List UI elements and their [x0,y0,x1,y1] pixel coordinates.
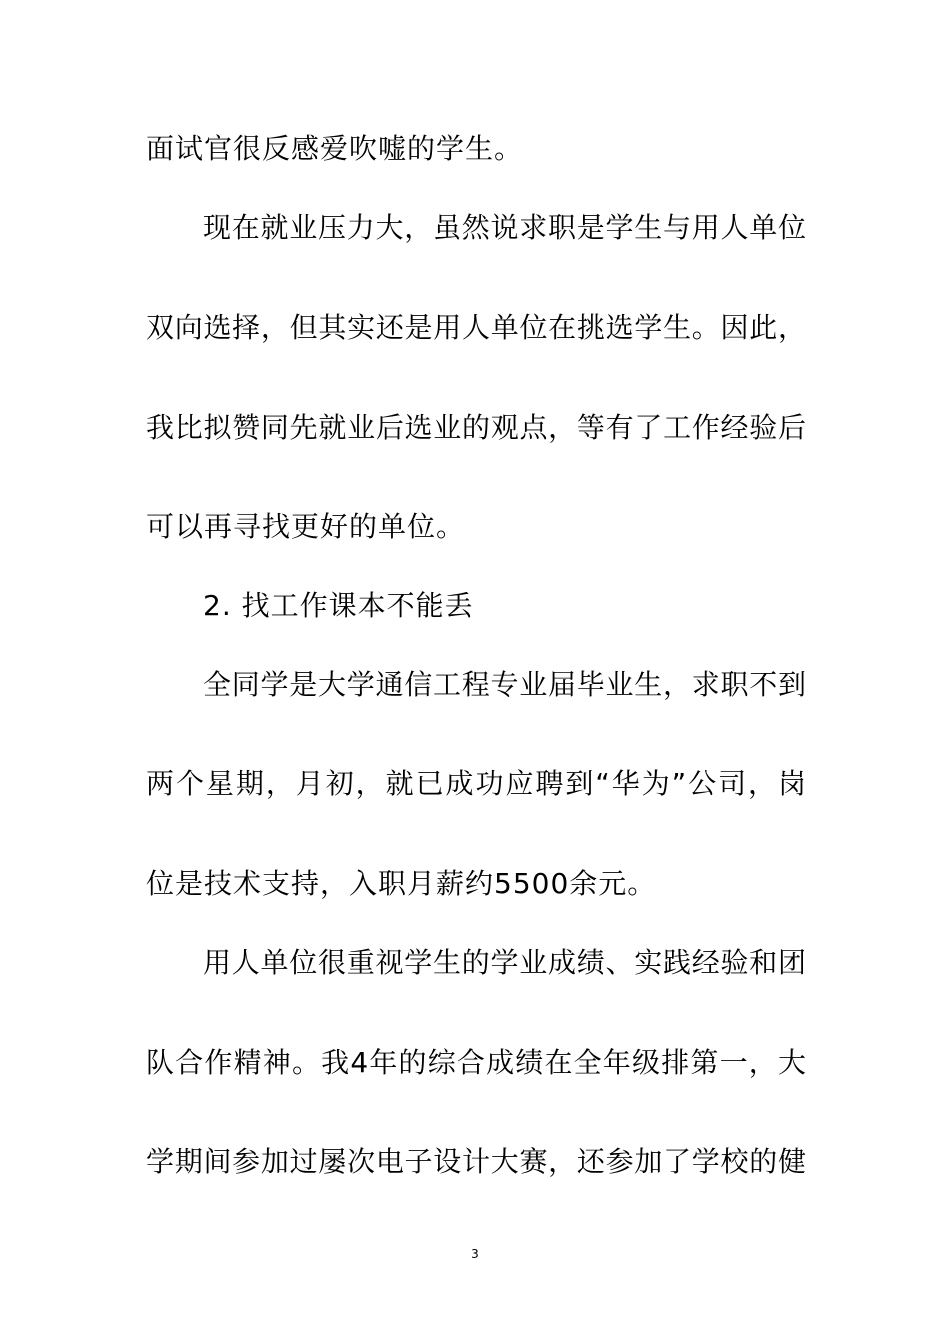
text-line-5: 可以再寻找更好的单位。 [146,510,466,543]
text-line-2: 现在就业压力大，虽然说求职是学生与用人单位 [203,211,806,244]
text-line-1: 面试官很反感爱吹嘘的学生。 [146,132,524,165]
section-heading: 2. 找工作课本不能丢 [203,589,474,622]
text-line-7: 全同学是大学通信工程专业届毕业生，求职不到 [203,668,806,701]
text-line-4: 我比拟赞同先就业后选业的观点，等有了工作经验后 [146,411,806,444]
text-line-10: 用人单位很重视学生的学业成绩、实践经验和团 [203,946,806,979]
text-line-8: 两个星期，月初，就已成功应聘到“华为”公司，岗 [146,767,806,800]
text-line-9: 位是技术支持，入职月薪约5500余元。 [146,867,657,900]
page-number: 3 [471,1247,479,1261]
text-line-3: 双向选择，但其实还是用人单位在挑选学生。因此， [146,311,806,344]
text-line-11: 队合作精神。我4年的综合成绩在全年级排第一，大 [146,1046,806,1079]
text-line-12: 学期间参加过屡次电子设计大赛，还参加了学校的健 [146,1145,806,1178]
